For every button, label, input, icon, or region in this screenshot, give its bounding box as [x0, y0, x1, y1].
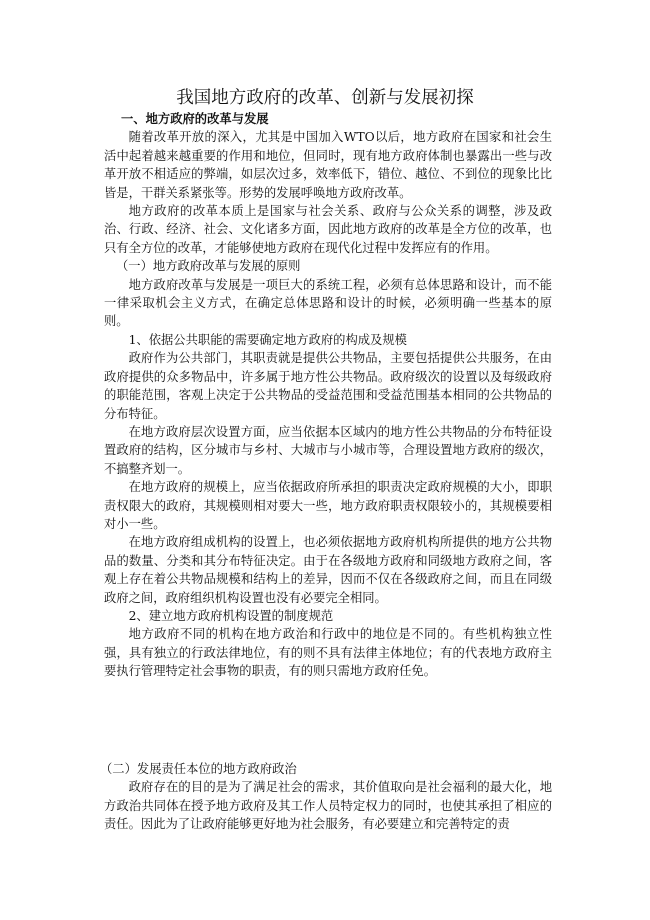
paragraph: 地方政府的改革本质上是国家与社会关系、政府与公众关系的调整，涉及政治、行政、经济、社会、文化诸多方面，因此地方政府的改革是全方位的改革，也只有全方位的改革，才能够使地方政府在现代化过程中发挥应有的作用。	[104, 204, 552, 255]
paragraph: 地方政府改革与发展是一项巨大的系统工程，必须有总体思路和设计，而不能一律采取机会主义方式，在确定总体思路和设计的时候，必须明确一些基本的原则。	[104, 277, 552, 329]
paragraph: 在地方政府层次设置方面，应当依据本区域内的地方性公共物品的分布特征设置政府的结构，区分城市与乡村、大城市与小城市等，合理设置地方政府的级次，不搞整齐划一。	[104, 424, 552, 476]
section-heading: 一、地方政府的改革与发展	[121, 112, 269, 126]
paragraph: 地方政府不同的机构在地方政治和行政中的地位是不同的。有些机构独立性强，具有独立的行政法律地位，有的则不具有法律主体地位；有的代表地方政府主要执行管理特定社会事物的职责，有的则只需地方政府任免。	[104, 627, 552, 679]
subheading-responsibility: （二）发展责任本位的地方政府政治	[100, 762, 297, 776]
point-1-heading: 1、依据公共职能的需要确定地方政府的构成及规模	[128, 332, 407, 347]
paragraph: 政府作为公共部门，其职责就是提供公共物品，主要包括提供公共服务，在由政府提供的众多物品中，许多属于地方性公共物品。政府级次的设置以及每级政府的职能范围，客观上决定于公共物品的受益范围和受益范围基本相同的公共物品的分布特征。	[104, 351, 552, 421]
paragraph: 在地方政府组成机构的设置上，也必须依据地方政府机构所提供的地方公共物品的数量、分类和其分布特征决定。由于在各级地方政府和同级地方政府之间，客观上存在着公共物品规模和结构上的差异，因而不仅在各级政府之间，而且在同级政府之间，政府组织机构设置也没有必要完全相同。	[104, 535, 552, 605]
document-title: 我国地方政府的改革、创新与发展初探	[176, 88, 474, 108]
document-body	[104, 110, 552, 681]
paragraph: 在地方政府的规模上，应当依据政府所承担的职责决定政府规模的大小，即职责权限大的政府，其规模则相对要大一些，地方政府职责权限较小的，其规模要相对小一些。	[104, 480, 552, 531]
paragraph: 随着改革开放的深入，尤其是中国加入WTO以后，地方政府在国家和社会生活中起着越来越重要的作用和地位，但同时，现有地方政府体制也暴露出一些与改革开放不相适应的弊端，如层次过多，效率低下，错位、越位、不到位的现象比比皆是，干群关系紧张等。形势的发展呼唤地方政府改革。	[104, 130, 552, 200]
subheading-principles: （一）地方政府改革与发展的原则	[116, 259, 301, 274]
paragraph: 政府存在的目的是为了满足社会的需求，其价值取向是社会福利的最大化，地方政治共同体在授予地方政府及其工作人员特定权力的同时，也使其承担了相应的责任。因此为了让政府能够更好地为社会服务，有必要建立和完善特定的责	[104, 780, 552, 832]
point-2-heading: 2、建立地方政府机构设置的制度规范	[128, 608, 334, 623]
document-body-continued	[100, 760, 552, 834]
